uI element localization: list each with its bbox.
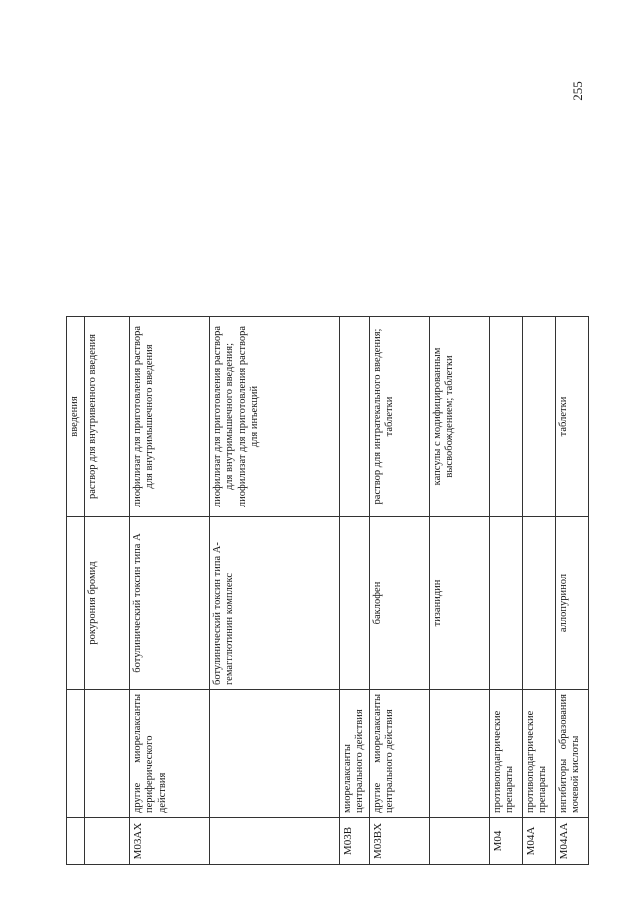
code-cell: M03BX — [369, 818, 429, 865]
form-cell: введения — [67, 317, 85, 517]
table-row — [555, 317, 588, 865]
form-cell: раствор для интратекального введения; таблетки — [369, 317, 429, 517]
group-cell: противоподагрические препараты — [522, 690, 555, 818]
group-cell — [429, 690, 489, 818]
group-cell: ингибиторы образования мочевой кислоты — [555, 690, 588, 818]
table-row — [84, 317, 129, 865]
table-row — [67, 317, 85, 865]
form-cell: лиофилизат для приготовления раствора для внутримышечного введения — [129, 317, 209, 517]
form-cell — [339, 317, 369, 517]
form-cell: таблетки — [555, 317, 588, 517]
drug-cell: рокурония бромид — [84, 517, 129, 690]
form-cell — [522, 317, 555, 517]
table-row — [339, 317, 369, 865]
drug-cell: тизанидин — [429, 517, 489, 690]
table-row — [429, 317, 489, 865]
code-cell: M04AA — [555, 818, 588, 865]
group-cell — [67, 690, 85, 818]
code-cell: M04 — [489, 818, 522, 865]
table-row — [129, 317, 209, 865]
table-row — [209, 317, 339, 865]
code-cell: M04A — [522, 818, 555, 865]
drug-cell: ботулинический токсин типа А-гемагглютинин комплекс — [209, 517, 339, 690]
drug-cell — [489, 517, 522, 690]
code-cell — [209, 818, 339, 865]
code-cell: M03B — [339, 818, 369, 865]
drug-cell — [339, 517, 369, 690]
group-cell — [209, 690, 339, 818]
drug-cell: ботулинический токсин типа А — [129, 517, 209, 690]
table-row — [489, 317, 522, 865]
drug-cell: баклофен — [369, 517, 429, 690]
code-cell — [84, 818, 129, 865]
group-cell: другие миорелаксанты периферического действия — [129, 690, 209, 818]
drug-cell — [67, 517, 85, 690]
code-cell: M03AX — [129, 818, 209, 865]
group-cell — [84, 690, 129, 818]
form-cell — [489, 317, 522, 517]
code-cell — [429, 818, 489, 865]
drug-table — [66, 316, 589, 865]
group-cell: другие миорелаксанты центрального действия — [369, 690, 429, 818]
group-cell: миорелаксанты центрального действия — [339, 690, 369, 818]
table-row — [522, 317, 555, 865]
drug-table-container — [66, 317, 582, 865]
form-cell: раствор для внутривенного введения — [84, 317, 129, 517]
drug-cell — [522, 517, 555, 690]
table-row — [369, 317, 429, 865]
form-cell: капсулы с модифицированным высвобождением; таблетки — [429, 317, 489, 517]
form-cell: лиофилизат для приготовления раствора для внутримышечного введения; лиофилизат для приготовления раствора для инъекций — [209, 317, 339, 517]
group-cell: противоподагрические препараты — [489, 690, 522, 818]
page-number: 255 — [570, 81, 585, 101]
drug-cell: аллопуринол — [555, 517, 588, 690]
code-cell — [67, 818, 85, 865]
